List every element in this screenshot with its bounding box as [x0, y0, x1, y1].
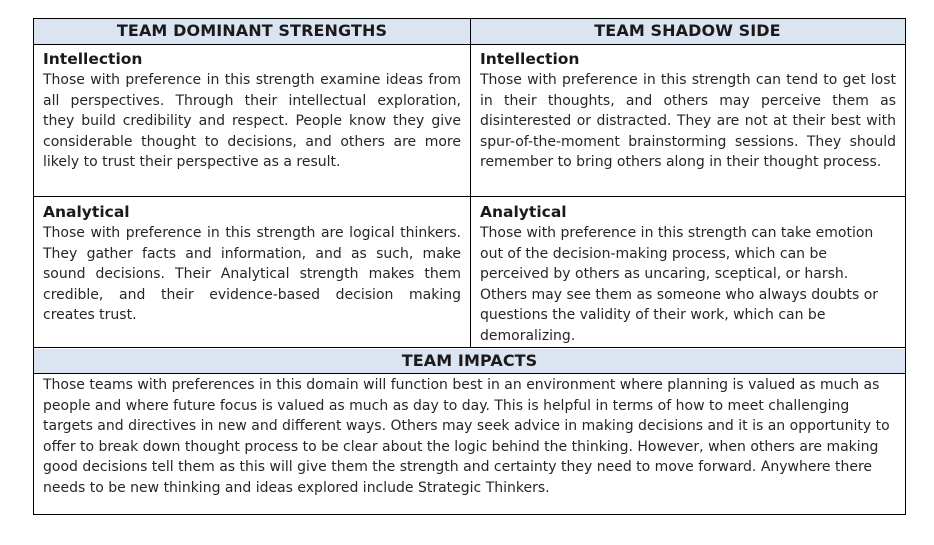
strength-intellection-title: Intellection	[43, 50, 143, 68]
shadow-analytical-cell	[471, 198, 905, 347]
shadow-intellection-cell	[471, 45, 905, 196]
impacts-header: TEAM IMPACTS	[34, 349, 905, 373]
strength-analytical-text: Those with preference in this strength are logical thinkers. They gather facts and information, and as such, make sound decisions. Their Analytical strength makes them credible, and their evidence-based decision making creates trust.	[43, 225, 461, 323]
impacts-cell	[34, 374, 905, 514]
shadow-intellection-title: Intellection	[480, 50, 580, 68]
strength-analytical-cell	[34, 198, 470, 347]
row-divider-2	[34, 347, 905, 348]
impacts-text: Those teams with preferences in this domain will function best in an environment where planning is valued as much as people and where future focus is valued as much as day to day. This is helpful in terms of how to meet challenging targets and directives in new and different ways. Others may seek advice in making decisions and it is an opportunity to offer to break down thought process to be clear about the logic behind the thinking. However, when others are making good decisions tell them as this will give them the strength and certainty they need to move forward. Anywhere there needs to be new thinking and ideas explored include Strategic Thinkers.	[43, 377, 890, 496]
shadow-analytical-title: Analytical	[480, 203, 567, 221]
column-divider	[470, 19, 471, 347]
strength-intellection-text: Those with preference in this strength examine ideas from all perspectives. Through their intellectual exploration, they build credibility and respect. People know they give considerable thought to decisions, and others are more likely to trust their perspective as a result.	[43, 72, 461, 170]
strength-analytical-title: Analytical	[43, 203, 130, 221]
strengths-table	[33, 18, 906, 515]
shadow-intellection-text: Those with preference in this strength can tend to get lost in their thoughts, and others may perceive them as disinterested or distracted. They are not at their best with spur-of-the-moment brainstorming sessions. They should remember to bring others along in their thought process.	[480, 72, 896, 170]
strength-intellection-cell	[34, 45, 470, 196]
strengths-header: TEAM DOMINANT STRENGTHS	[34, 19, 470, 44]
row-divider-impacts	[34, 373, 905, 374]
shadow-analytical-text: Those with preference in this strength can take emotion out of the decision-making process, which can be perceived by others as uncaring, sceptical, or harsh. Others may see them as someone who always doubts or questions the validity of their work, which can be demoralizing.	[480, 225, 879, 344]
shadow-side-header: TEAM SHADOW SIDE	[470, 19, 905, 44]
